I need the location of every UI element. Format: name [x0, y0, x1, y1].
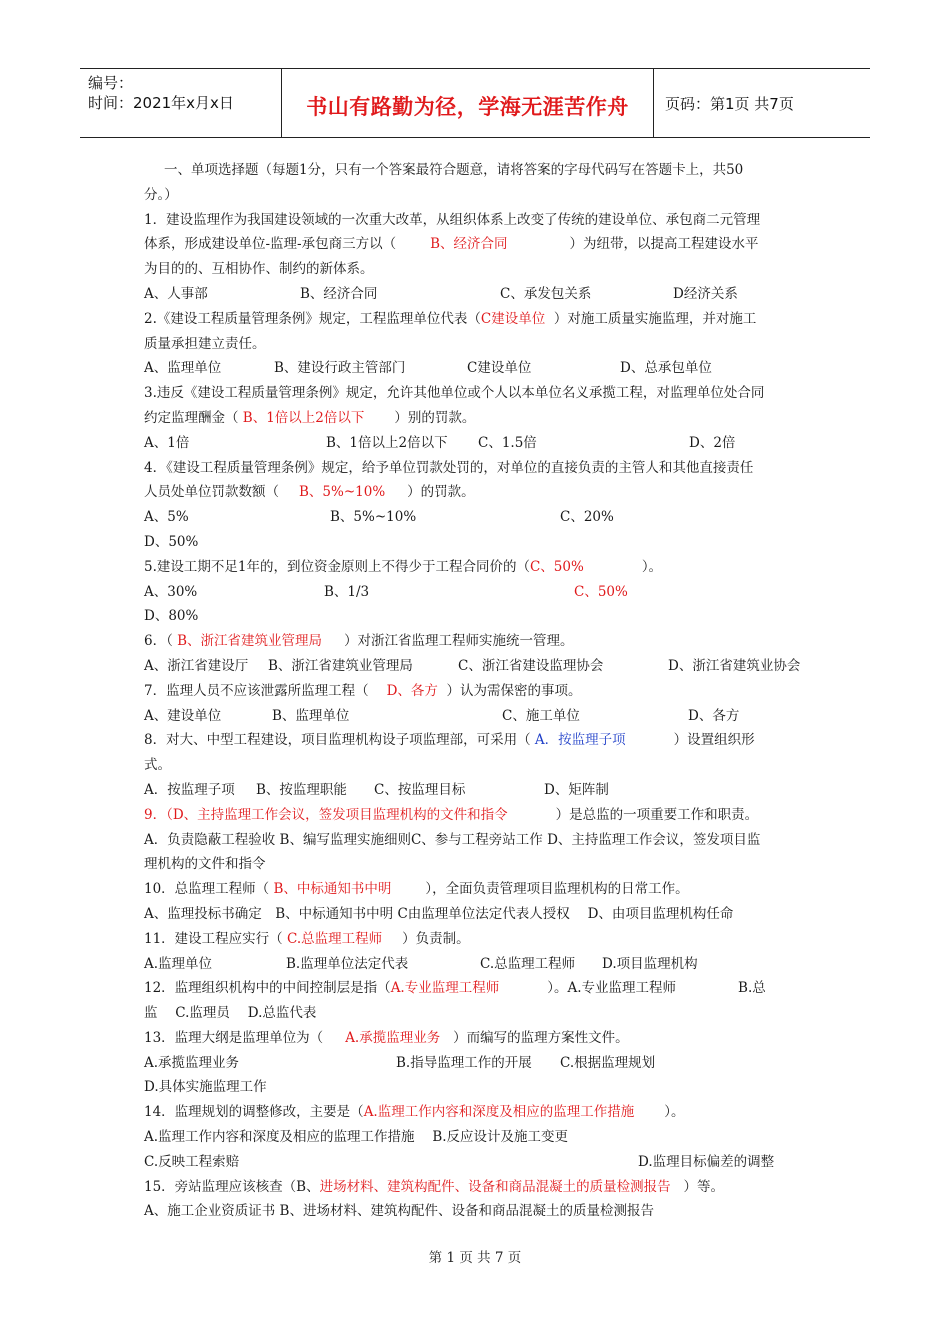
option: A．按监理子项	[144, 781, 235, 798]
option: C、施工单位	[502, 707, 580, 724]
option: A、1倍	[144, 434, 190, 451]
option: A、30%	[144, 583, 198, 600]
page-footer: 第 1 页 共 7 页	[428, 1250, 522, 1266]
question-7-options	[144, 704, 809, 729]
section-title: 一、单项选择题（每题1分，只有一个答案最符合题意，请将答案的字母代码写在答题卡上，共50	[164, 162, 744, 178]
option: B、1倍以上2倍以下	[326, 434, 448, 451]
question-13-line: 13．监理大纲是监理单位为（ A.承揽监理业务 ）而编写的监理方案性文件。	[144, 1029, 629, 1046]
option: A、人事部	[144, 285, 208, 302]
question-1-line: 1．建设监理作为我国建设领域的一次重大改革，从组织体系上改变了传统的建设单位、承包商二元管理	[144, 211, 761, 228]
option: D、80%	[144, 608, 199, 625]
question-2-line: 质量承担建立责任。	[144, 335, 266, 352]
option: D、50%	[144, 533, 199, 550]
question-14-options	[144, 1150, 809, 1175]
answer: A．按监理子项	[534, 732, 626, 749]
answer: C、50%	[529, 558, 584, 575]
option: B、浙江省建筑业管理局	[268, 657, 413, 674]
option: C、20%	[560, 509, 614, 526]
option: A、建设单位	[144, 707, 222, 724]
question-4-line: 人员处单位罚款数额（ B、5%~10% ）的罚款。	[144, 484, 475, 501]
option: C.总监理工程师	[480, 955, 576, 972]
option: D.具体实施监理工作	[144, 1079, 267, 1096]
question-2-options	[144, 356, 809, 381]
header-motto: 书山有路勤为径，学海无涯苦作舟	[306, 95, 629, 119]
option: A、监理单位	[144, 360, 222, 377]
document-body	[144, 158, 809, 1224]
answer: B、经济合同	[430, 236, 508, 253]
answer: 9．（D、主持监理工作会议，签发项目监理机构的文件和指令	[144, 806, 508, 823]
question-14-line: 14．监理规划的调整修改，主要是（A.监理工作内容和深度及相应的监理工作措施 ）。	[144, 1104, 685, 1121]
question-10-line: 10．总监理工程师（ B、中标通知书中明 ），全面负责管理项目监理机构的日常工作。	[144, 881, 689, 898]
option: A、浙江省建设厅	[144, 657, 249, 674]
number-label: 编号：	[88, 74, 134, 92]
answer: B、1倍以上2倍以下	[242, 409, 365, 426]
option: B、1/3	[324, 583, 370, 600]
option: C建设单位	[467, 360, 532, 377]
option: B、建设行政主管部门	[274, 360, 406, 377]
question-9-line: A．负责隐蔽工程验收 B、编写监理实施细则C、参与工程旁站工作 D、主持监理工作会议，签发项目监	[144, 831, 761, 848]
question-13-options	[144, 1051, 809, 1076]
question-12-line: 12．监理组织机构中的中间控制层是指（A.专业监理工程师 ）。A.专业监理工程师 B.总	[144, 980, 766, 997]
option: C.根据监理规划	[560, 1054, 656, 1071]
answer: 进场材料、建筑构配件、设备和商品混凝土的质量检测报告	[319, 1178, 671, 1195]
option: A、5%	[144, 509, 189, 526]
option: D.项目监理机构	[602, 955, 698, 972]
option: D、各方	[688, 707, 740, 724]
question-5-line: 5.建设工期不足1年的，到位资金原则上不得少于工程合同价的（C、50% ）。	[144, 558, 663, 575]
header-page-label: 页码：第1页 共7页	[665, 95, 794, 113]
question-8-line: 8．对大、中型工程建设，项目监理机构设子项监理部，可采用（ A．按监理子项 ）设置组织形	[144, 732, 755, 749]
answer: A.承揽监理业务	[345, 1029, 441, 1046]
question-3-line: 3.违反《建设工程质量管理条例》规定，允许其他单位或个人以本单位名义承揽工程，对监理单位处合同	[144, 385, 765, 402]
question-10-line: A、监理投标书确定 B、中标通知书中明 C由监理单位法定代表人授权 D、由项目监理机构任命	[144, 905, 734, 922]
header-meta	[88, 73, 234, 113]
question-5-options	[144, 580, 809, 605]
question-1-line: 体系，形成建设单位-监理-承包商三方以（ B、经济合同 ）为纽带，以提高工程建设水平	[144, 236, 759, 253]
option: B、按监理职能	[256, 781, 347, 798]
option: B.指导监理工作的开展	[396, 1054, 532, 1071]
question-12-line: 监 C.监理员 D.总监代表	[144, 1005, 317, 1022]
section-title-cont: 分。）	[144, 186, 178, 203]
option: C、按监理目标	[374, 781, 466, 798]
question-4-options	[144, 505, 809, 530]
question-6-line: 6．（ B、浙江省建筑业管理局 ）对浙江省监理工程师实施统一管理。	[144, 633, 574, 650]
answer: B、浙江省建筑业管理局	[177, 633, 323, 650]
answer: C.总监理工程师	[286, 930, 383, 947]
option: D经济关系	[673, 285, 738, 302]
question-9-line: 理机构的文件和指令	[144, 856, 266, 873]
answer: D、各方	[386, 682, 438, 699]
option: D、总承包单位	[620, 360, 712, 377]
option: C、浙江省建设监理协会	[458, 657, 604, 674]
page-header	[80, 68, 870, 138]
question-7-line: 7．监理人员不应该泄露所监理工程（ D、各方 ）认为需保密的事项。	[144, 682, 582, 699]
option: A.承揽监理业务	[144, 1054, 240, 1071]
option: D、2倍	[689, 434, 736, 451]
question-3-options	[144, 431, 809, 456]
answer: B、5%~10%	[299, 484, 386, 501]
question-6-options	[144, 654, 809, 679]
question-2-line: 2.《建设工程质量管理条例》规定，工程监理单位代表（C建设单位 ）对施工质量实施监理，并对施工	[144, 310, 757, 327]
answer: A.专业监理工程师	[390, 980, 500, 997]
question-11-line: 11．建设工程应实行（ C.总监理工程师 ）负责制。	[144, 930, 470, 947]
answer: A.监理工作内容和深度及相应的监理工作措施	[363, 1104, 635, 1121]
time-label: 时间：2021年x月x日	[88, 94, 234, 112]
question-14-line: A.监理工作内容和深度及相应的监理工作措施 B.反应设计及施工变更	[144, 1129, 569, 1146]
question-4-line: 4．《建设工程质量管理条例》规定，给予单位罚款处罚的，对单位的直接负责的主管人和其他直接责任	[144, 459, 754, 476]
question-9-line: 9．（D、主持监理工作会议，签发项目监理机构的文件和指令 ）是总监的一项重要工作和职责。	[144, 806, 759, 823]
answer: B、中标通知书中明	[273, 881, 392, 898]
question-15-line: 15．旁站监理应该核查（B、进场材料、建筑构配件、设备和商品混凝土的质量检测报告 ）等。	[144, 1178, 724, 1195]
answer: C建设单位	[480, 310, 546, 327]
question-1-options	[144, 282, 809, 307]
option: C、1.5倍	[478, 434, 537, 451]
option: B、5%~10%	[330, 509, 417, 526]
question-11-options	[144, 952, 809, 977]
option: D、浙江省建筑业协会	[668, 657, 801, 674]
question-3-line: 约定监理酬金（ B、1倍以上2倍以下 ）别的罚款。	[144, 409, 476, 426]
option: D.监理目标偏差的调整	[638, 1153, 775, 1170]
question-15-line: A、施工企业资质证书 B、进场材料、建筑构配件、设备和商品混凝土的质量检测报告	[144, 1203, 654, 1220]
header-divider	[653, 69, 654, 137]
option: B.监理单位法定代表	[286, 955, 409, 972]
option: A.监理单位	[144, 955, 213, 972]
question-8-options	[144, 778, 809, 803]
option: C、承发包关系	[500, 285, 592, 302]
option: B、监理单位	[272, 707, 350, 724]
question-8-line: 式。	[144, 757, 171, 774]
option: B、经济合同	[300, 285, 378, 302]
option: C、50%	[574, 583, 628, 600]
question-1-line: 为目的的、互相协作、制约的新体系。	[144, 261, 374, 278]
option: D、矩阵制	[544, 781, 609, 798]
option: C.反映工程索赔	[144, 1153, 240, 1170]
